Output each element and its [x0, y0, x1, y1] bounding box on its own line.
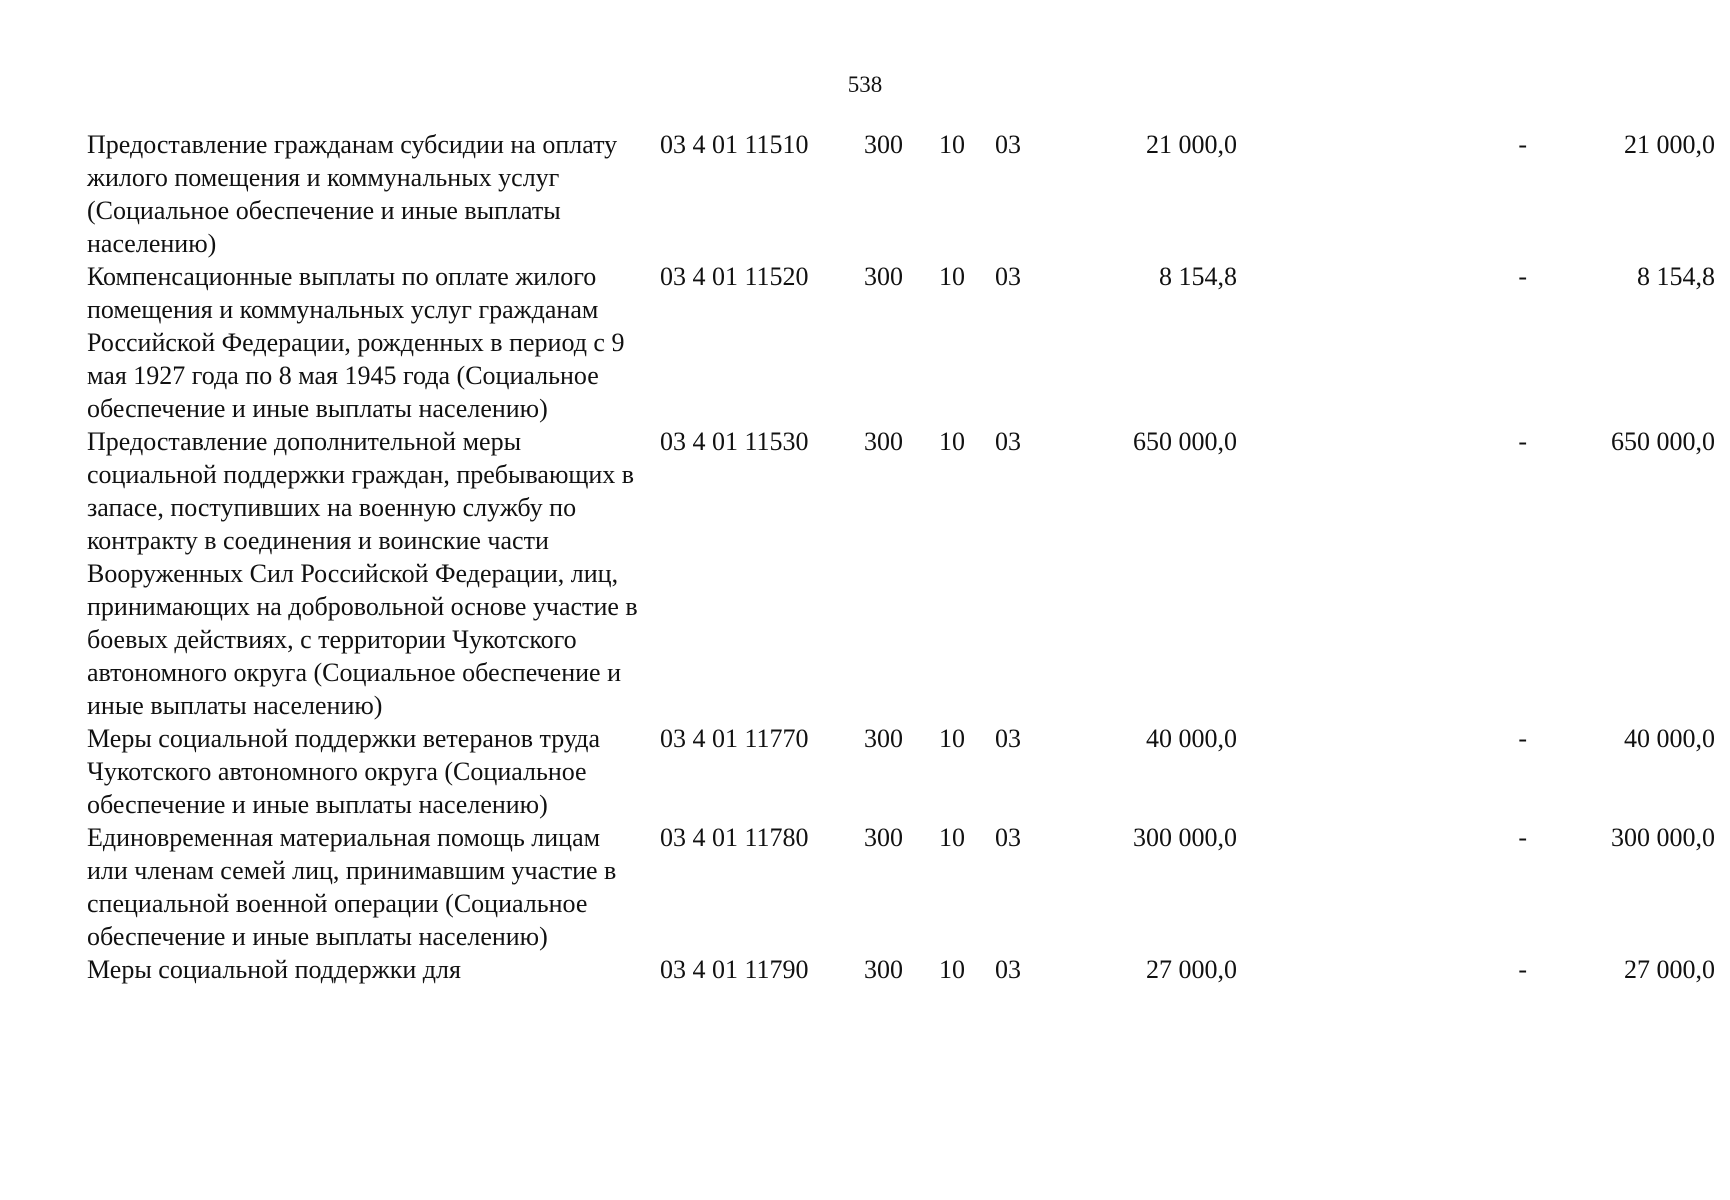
table-row	[87, 821, 1715, 953]
row-amount-3: 21 000,0	[1624, 130, 1715, 159]
row-amount-3: 8 154,8	[1637, 262, 1715, 291]
row-expense-type: 300	[864, 262, 903, 291]
row-target-code: 03 4 01 11770	[660, 724, 809, 753]
row-amount-3: 27 000,0	[1624, 955, 1715, 984]
row-section: 10	[939, 724, 965, 753]
row-subsection: 03	[995, 130, 1021, 159]
row-subsection: 03	[995, 823, 1021, 852]
row-subsection: 03	[995, 955, 1021, 984]
row-amount-2: -	[1518, 130, 1527, 159]
row-amount-2: -	[1518, 955, 1527, 984]
row-subsection: 03	[995, 427, 1021, 456]
row-section: 10	[939, 955, 965, 984]
row-target-code: 03 4 01 11530	[660, 427, 809, 456]
row-description: Меры социальной поддержки для	[87, 955, 461, 984]
row-target-code: 03 4 01 11780	[660, 823, 809, 852]
row-amount-1: 27 000,0	[1146, 955, 1237, 984]
row-expense-type: 300	[864, 427, 903, 456]
table-row	[87, 425, 1715, 722]
row-expense-type: 300	[864, 823, 903, 852]
row-subsection: 03	[995, 724, 1021, 753]
row-section: 10	[939, 823, 965, 852]
row-amount-1: 40 000,0	[1146, 724, 1237, 753]
row-description: Меры социальной поддержки ветеранов труда Чукотского автономного округа (Социальное обеспечение и иные выплаты населению)	[87, 724, 601, 819]
row-amount-1: 650 000,0	[1133, 427, 1237, 456]
row-target-code: 03 4 01 11520	[660, 262, 809, 291]
row-subsection: 03	[995, 262, 1021, 291]
row-expense-type: 300	[864, 724, 903, 753]
row-amount-3: 650 000,0	[1611, 427, 1715, 456]
row-amount-1: 21 000,0	[1146, 130, 1237, 159]
row-amount-2: -	[1518, 427, 1527, 456]
row-amount-2: -	[1518, 724, 1527, 753]
row-description: Компенсационные выплаты по оплате жилого помещения и коммунальных услуг гражданам Российской Федерации, рожденных в период с 9 мая 1927 года по 8 мая 1945 года (Социальное обеспечение и иные выплаты населению)	[87, 262, 625, 423]
row-description: Предоставление гражданам субсидии на оплату жилого помещения и коммунальных услуг (Социальное обеспечение и иные выплаты населению)	[87, 130, 618, 258]
row-target-code: 03 4 01 11790	[660, 955, 809, 984]
row-amount-3: 300 000,0	[1611, 823, 1715, 852]
row-target-code: 03 4 01 11510	[660, 130, 809, 159]
row-amount-1: 300 000,0	[1133, 823, 1237, 852]
row-expense-type: 300	[864, 130, 903, 159]
row-amount-2: -	[1518, 823, 1527, 852]
table-row	[87, 722, 1715, 821]
budget-table	[87, 128, 1715, 986]
row-description: Единовременная материальная помощь лицам или членам семей лиц, принимавшим участие в специальной военной операции (Социальное обеспечение и иные выплаты населению)	[87, 823, 617, 951]
page-number: 538	[847, 72, 883, 97]
row-description: Предоставление дополнительной меры социальной поддержки граждан, пребывающих в запасе, поступивших на военную службу по контракту в соединения и воинские части Вооруженных Сил Российской Федерации, лиц, принимающих на добровольной основе участие в боевых действиях, с территории Чукотского автономного округа (Социальное обеспечение и иные выплаты населению)	[87, 427, 638, 720]
row-section: 10	[939, 130, 965, 159]
row-section: 10	[939, 427, 965, 456]
row-amount-1: 8 154,8	[1159, 262, 1237, 291]
row-amount-2: -	[1518, 262, 1527, 291]
table-row	[87, 128, 1715, 260]
table-row	[87, 953, 1715, 986]
row-expense-type: 300	[864, 955, 903, 984]
row-section: 10	[939, 262, 965, 291]
table-row	[87, 260, 1715, 425]
row-amount-3: 40 000,0	[1624, 724, 1715, 753]
